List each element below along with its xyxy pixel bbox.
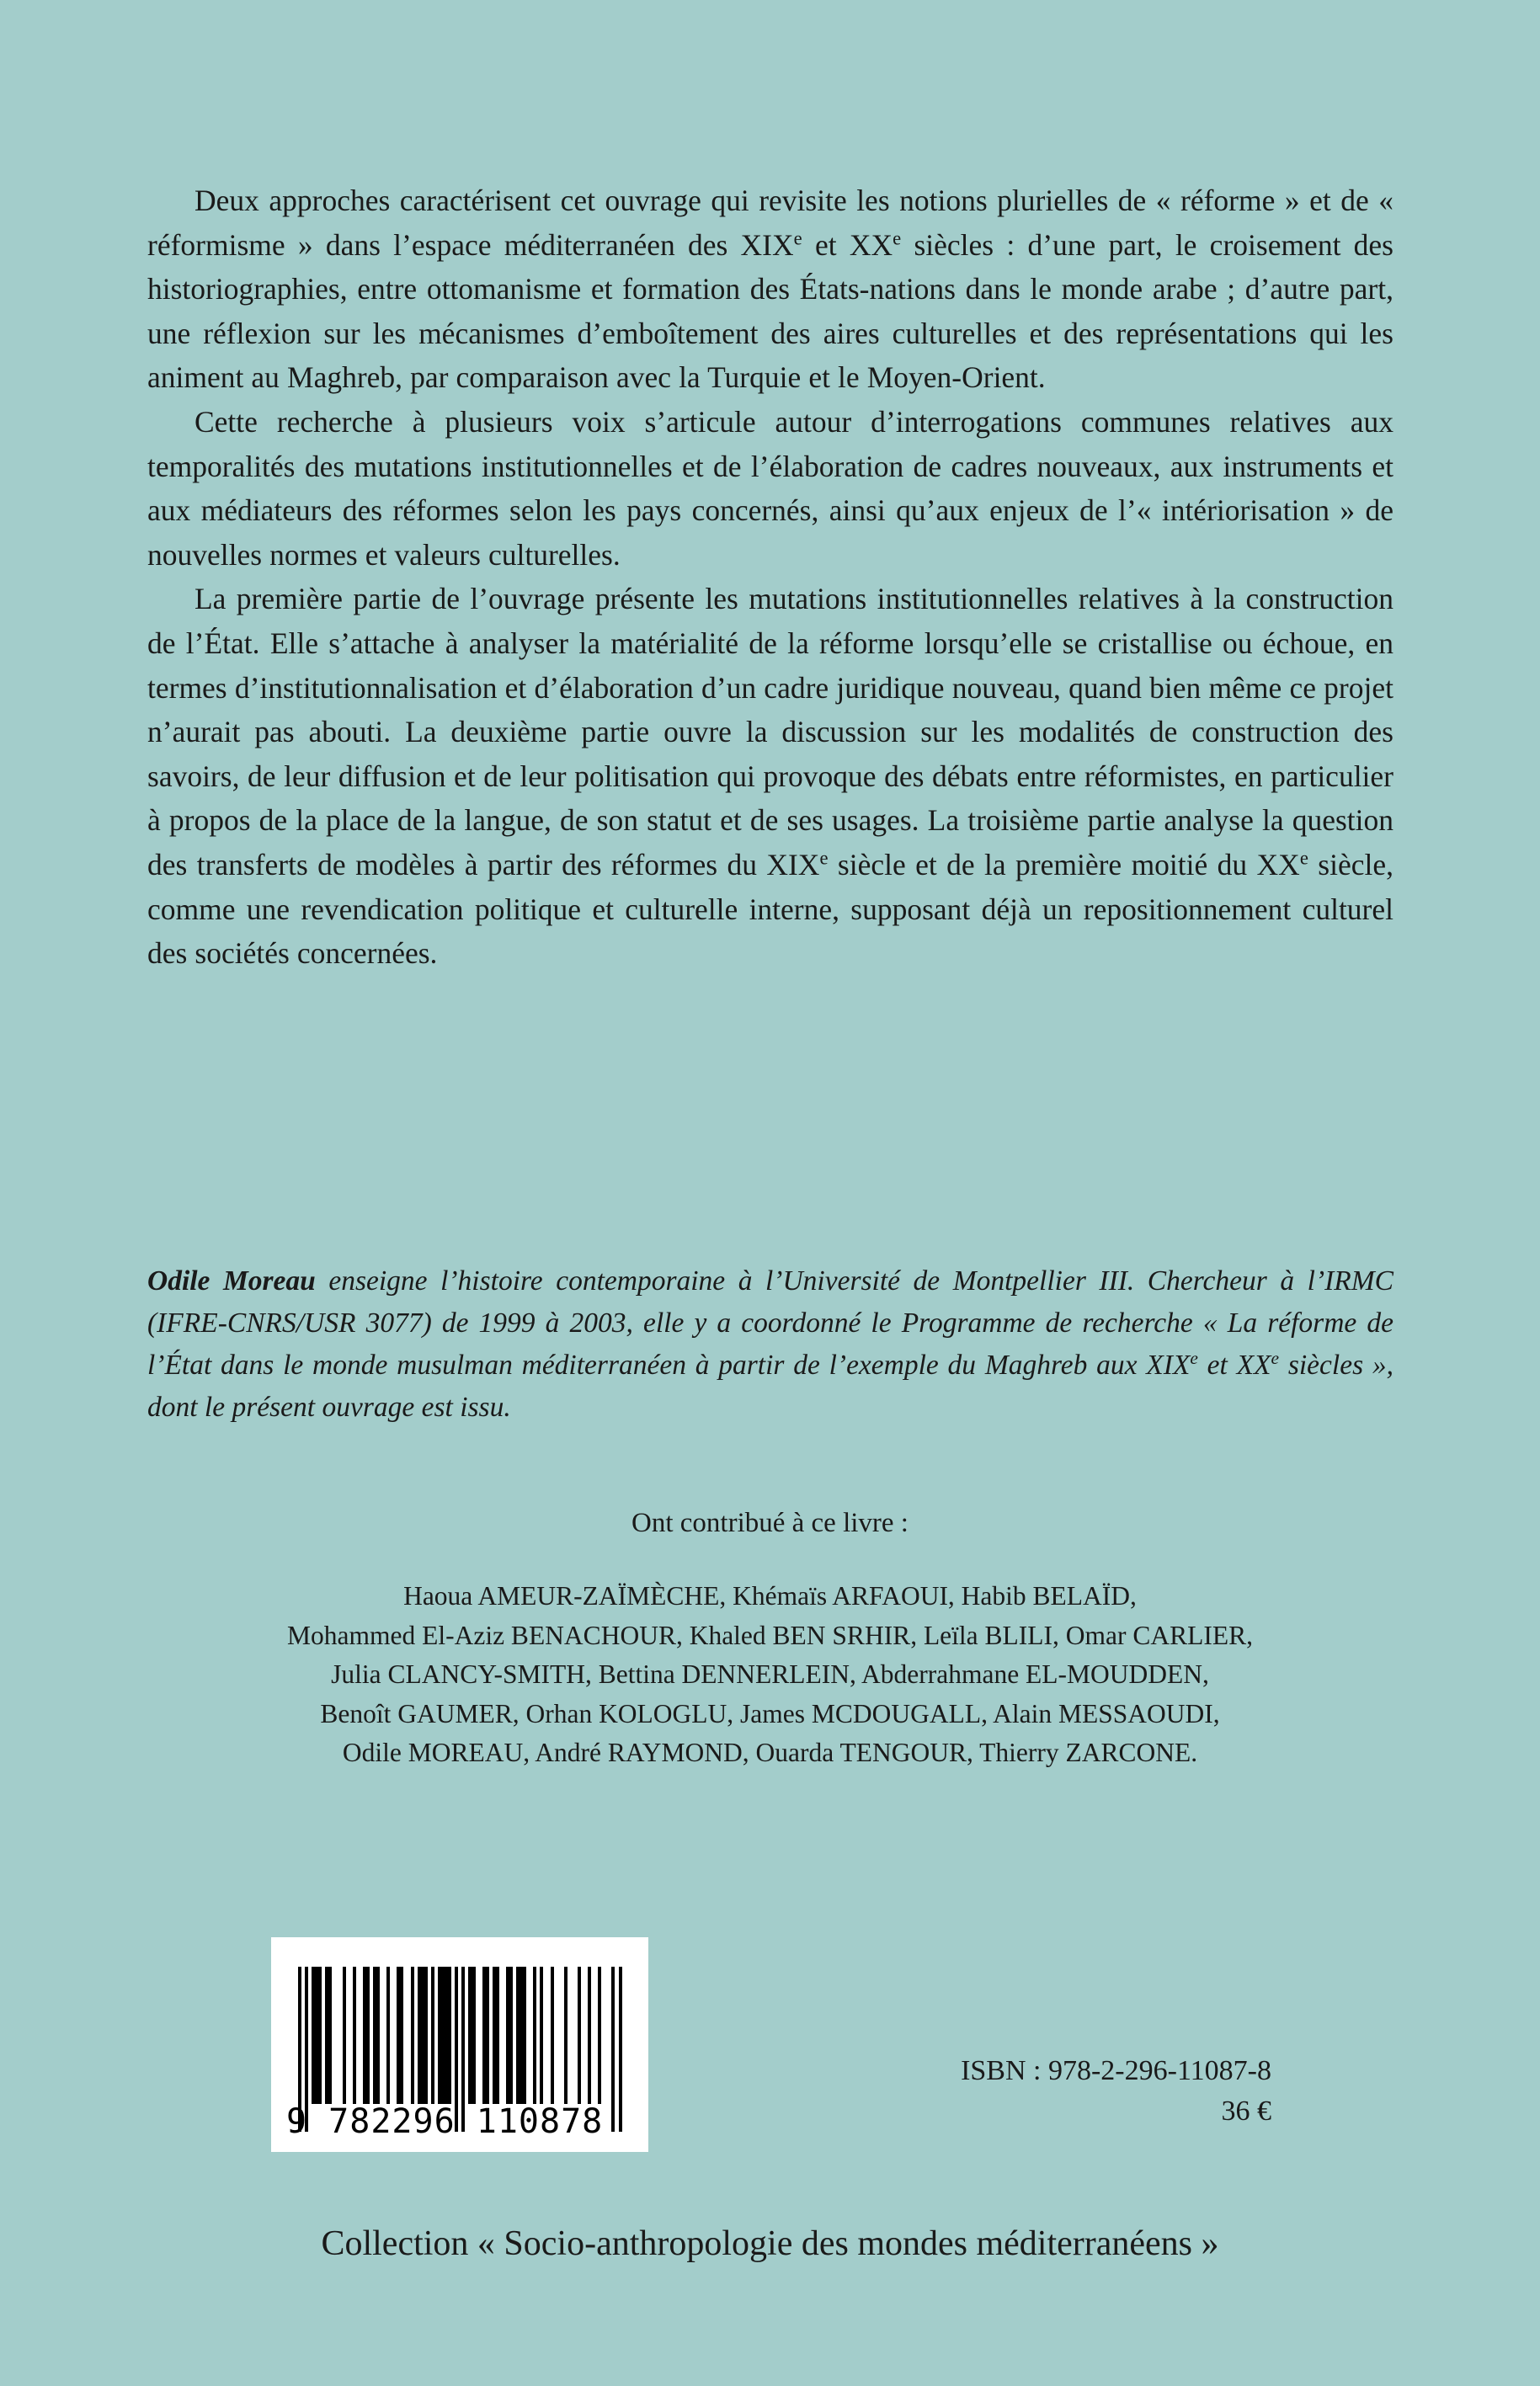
contributor-line: Mohammed El-Aziz BENACHOUR, Khaled BEN SRHIR, Leïla BLILI, Omar CARLIER, [287, 1620, 1253, 1650]
contributor-line: Odile MOREAU, André RAYMOND, Ouarda TENGOUR, Thierry ZARCONE. [342, 1738, 1198, 1767]
barcode-bars [298, 1967, 622, 2104]
author-bio-text: enseigne l’histoire contemporaine à l’Université de Montpellier III. Chercheur à l’IRMC (IFRE-CNRS/USR 3077) de 1999 à 2003, elle y a coordonné le Programme de recherche « La réforme de l’État dans le monde musulman méditerranéen à partir de l’exemple du Maghreb aux XIXe et XXe siècles », dont le présent ouvrage est issu. [147, 1265, 1393, 1423]
author-name: Odile Moreau [147, 1265, 316, 1297]
blurb-paragraph-2: Cette recherche à plusieurs voix s’articule autour d’interrogations communes relatives aux temporalités des mutations institutionnelles et de l’élaboration de cadres nouveaux, aux instruments et aux médiateurs des réformes selon les pays concernés, ainsi qu’aux enjeux de l’« intériorisation » de nouvelles normes et valeurs culturelles. [147, 404, 1393, 572]
blurb-text-block [147, 178, 1393, 976]
contributor-line: Haoua AMEUR-ZAÏMÈCHE, Khémaïs ARFAOUI, Habib BELAÏD, [403, 1581, 1137, 1611]
barcode [271, 1937, 648, 2152]
contributors-heading: Ont contribué à ce livre : [631, 1508, 909, 1538]
author-bio-paragraph [147, 1260, 1393, 1429]
contributor-line: Benoît GAUMER, Orhan KOLOGLU, James MCDOUGALL, Alain MESSAOUDI, [320, 1698, 1220, 1728]
collection-label: Collection « Socio-anthropologie des mondes méditerranéens » [321, 2224, 1219, 2263]
blurb-paragraph-1: Deux approches caractérisent cet ouvrage qui revisite les notions plurielles de « réforme » et de « réformisme » dans l’espace méditerranéen des XIXe et XXe siècles : d’une part, le croisement des historiographies, entre ottomanisme et formation des États-nations dans le monde arabe ; d’autre part, une réflexion sur les mécanismes d’emboîtement des aires culturelles et des représentations qui les animent au Maghreb, par comparaison avec la Turquie et le Moyen-Orient. [147, 184, 1393, 395]
contributor-line: Julia CLANCY-SMITH, Bettina DENNERLEIN, Abderrahmane EL-MOUDDEN, [331, 1659, 1209, 1689]
author-bio-block [147, 1260, 1393, 1429]
blurb-paragraph-3: La première partie de l’ouvrage présente les mutations institutionnelles relatives à la construction de l’État. Elle s’attache à analyser la matérialité de la réforme lorsqu’elle se cristallise ou échoue, en termes d’institutionnalisation et d’élaboration d’un cadre juridique nouveau, quand bien même ce projet n’aurait pas abouti. La deuxième partie ouvre la discussion sur les modalités de construction des savoirs, de leur diffusion et de leur politisation qui provoque des débats entre réformistes, en particulier à propos de la place de la langue, de son statut et de ses usages. La troisième partie analyse la question des transferts de modèles à partir des réformes du XIXe siècle et de la première moitié du XXe siècle, comme une revendication politique et culturelle interne, supposant déjà un repositionnement culturel des sociétés concernées. [147, 582, 1393, 971]
contributors-block [0, 1505, 1540, 1773]
contributors-names [0, 1577, 1540, 1773]
barcode-digits: 9 782296 110878 [286, 2102, 604, 2141]
isbn-label: ISBN : 978-2-296-11087-8 [961, 2055, 1271, 2086]
price-label: 36 € [1221, 2096, 1271, 2127]
isbn-block [758, 2051, 1271, 2132]
